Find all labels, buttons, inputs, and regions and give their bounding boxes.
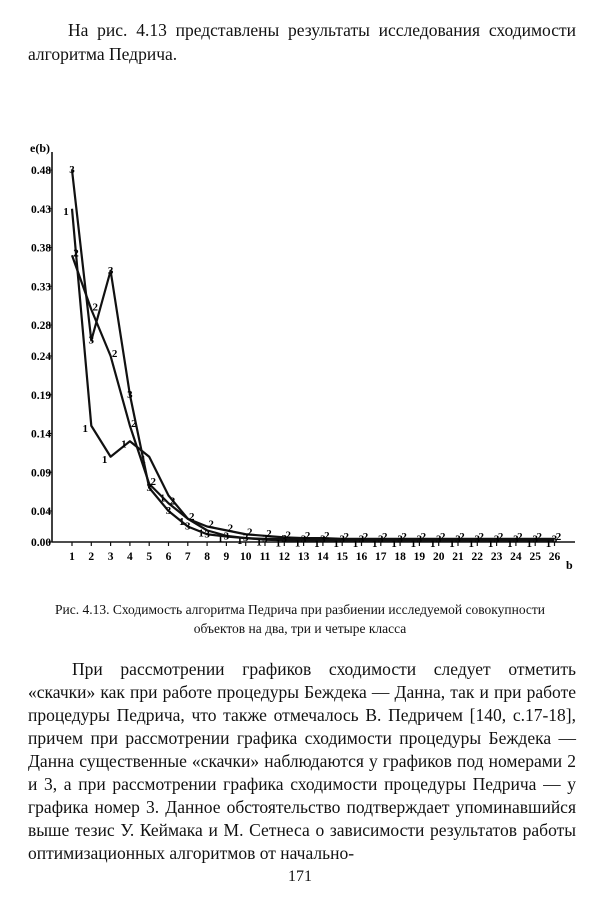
series-2-point: 2 [92,301,99,314]
series-1-point: 1 [121,438,127,451]
series-1-point: 1 [410,538,417,551]
series-1-point: 1 [468,538,475,551]
series-3-point: 3 [339,533,345,546]
y-tick-label: 0.04 [31,506,52,518]
y-tick-label: 0.38 [31,242,52,255]
series-1-point: 1 [429,538,436,551]
series-2-point: 2 [189,510,195,523]
x-tick-label: 14 [317,551,329,563]
series-3-point: 3 [262,532,268,545]
series-2-line [72,255,555,542]
series-1-point: 1 [275,537,282,550]
series-3-point: 3 [532,533,538,546]
y-tick-label: 0.24 [31,351,52,363]
series-3-point: 3 [397,533,403,546]
x-tick-label: 2 [88,551,95,563]
series-2-point: 2 [169,495,176,508]
series-3-point: 3 [551,533,558,546]
series-3-point: 3 [358,533,365,546]
x-tick-label: 13 [297,551,310,563]
series-3-point: 3 [300,533,307,546]
x-tick-label: 8 [204,551,210,563]
series-3-point: 3 [185,520,191,533]
series-2-point: 2 [131,417,137,430]
series-2-point: 2 [285,529,292,542]
y-tick-label: 0.19 [31,389,52,402]
series-2-point: 2 [266,527,272,540]
series-2-point: 2 [208,518,214,531]
series-1-point: 1 [507,538,513,551]
x-tick-label: 3 [107,551,114,563]
series-1-point: 1 [217,532,224,545]
series-3-point: 3 [281,532,288,545]
series-1-point: 1 [294,537,301,550]
series-2-point: 2 [73,247,79,260]
chart-svg [0,130,600,590]
x-tick-label: 21 [452,551,464,563]
figure-caption: Рис. 4.13. Сходимость алгоритма Педрича при разбиении исследуемой совокупности объектов на два, три и четыре класса [54,602,546,636]
x-tick-label: 23 [490,551,503,563]
series-1-point: 1 [179,515,185,528]
x-tick-label: 20 [432,551,445,563]
series-1-point: 1 [236,535,243,548]
x-tick-label: 5 [146,551,153,563]
series-1-point: 1 [487,538,494,551]
series-3-point: 3 [88,334,95,347]
x-tick-label: 9 [223,551,230,563]
series-1-line [72,209,555,541]
page-number: 171 [288,868,312,885]
series-1-point: 1 [63,205,69,218]
series-2-point: 2 [304,530,311,543]
series-1-point: 1 [391,538,397,551]
series-2-point: 2 [420,530,427,543]
y-axis-label: e(b) [30,141,50,155]
series-3-point: 3 [242,532,249,545]
series-1-point: 1 [333,538,339,551]
series-2-point: 2 [517,530,523,543]
x-tick-label: 15 [336,551,348,563]
series-3-point: 3 [223,530,230,543]
body-paragraph: При рассмотрении графиков сходимости следует отметить «скачки» как при работе процедуры Беждека — Данна, так и при работе процедуры Педрича, что также отмечалось В. Педричем [140, с.17-18], причем при рассмотрении графика сходимости процедуры Беждека — Данна существенные «скачки» наблюдаются у графиков под номерами 2 и 3, а при рассмотрении графика сходимости процедуры Педрича — у графика номер 3. Данное обстоятельство подтверждает упоминавшийся выше тезис У. Кеймака и М. Сетнеса о зависимости результатов работы оптимизационных алгоритмов от начально- [28,659,576,863]
x-tick-label: 18 [394,551,406,563]
x-tick-label: 12 [278,551,291,563]
series-1-point: 1 [82,422,89,435]
x-tick-label: 19 [413,551,426,563]
series-1-point: 1 [198,527,204,540]
x-tick-label: 25 [529,551,541,563]
x-tick-label: 17 [375,551,387,563]
x-tick-label: 10 [239,551,252,563]
series-2-point: 2 [343,530,349,543]
series-1-point: 1 [372,538,378,551]
series-2-point: 2 [497,530,504,543]
series-1-point: 1 [526,538,532,551]
series-3-point: 3 [165,505,172,517]
x-tick-label: 16 [355,551,368,563]
series-1-point: 1 [449,538,455,551]
x-tick-label: 7 [184,551,191,563]
intro-paragraph: На рис. 4.13 представлены результаты исследования сходимости алгоритма Педрича. [28,20,576,64]
x-tick-label: 1 [69,551,75,563]
y-tick-label: 0.33 [31,281,52,294]
x-tick-label: 6 [165,551,172,563]
series-2-point: 2 [536,530,542,543]
y-tick-label: 0.28 [31,320,52,332]
series-2-point: 2 [150,475,156,488]
series-2-point: 2 [401,530,407,543]
series-2-point: 2 [478,530,485,543]
x-axis-label: b [566,558,573,572]
y-tick-label: 0.48 [31,165,52,177]
series-3-point: 3 [146,481,152,494]
x-tick-label: 11 [259,551,271,563]
x-tick-label: 26 [548,551,561,563]
series-3-point: 3 [107,264,114,277]
series-1-point: 1 [545,538,552,551]
series-1-point: 1 [352,538,359,551]
series-3-point: 3 [513,533,519,546]
series-3-point: 3 [455,533,461,546]
convergence-chart [0,130,600,590]
series-1-point: 1 [314,538,320,551]
y-tick-label: 0.00 [31,537,52,549]
series-2-point: 2 [227,522,234,535]
series-2-point: 2 [362,530,369,543]
series-3-point: 3 [416,533,423,546]
series-2-point: 2 [246,526,253,539]
series-1-point: 1 [256,536,262,549]
series-1-point: 1 [140,453,146,466]
series-3-point: 3 [320,533,326,546]
series-2-point: 2 [382,530,388,543]
y-tick-label: 0.09 [31,467,52,480]
y-tick-label: 0.43 [31,203,52,216]
x-tick-label: 24 [510,551,522,563]
series-3-point: 3 [493,533,500,546]
series-2-point: 2 [555,530,562,543]
series-3-point: 3 [204,528,210,541]
series-3-point: 3 [127,388,133,401]
series-3-point: 3 [378,533,384,546]
x-tick-label: 22 [471,551,484,563]
series-2-point: 2 [439,530,446,543]
series-2-point: 2 [459,530,465,543]
series-3-point: 3 [474,533,481,546]
y-tick-label: 0.14 [31,428,52,441]
series-3-point: 3 [435,533,442,546]
series-2-point: 2 [111,348,118,360]
series-3-line [72,170,555,543]
x-tick-label: 4 [127,551,133,563]
series-1-point: 1 [101,453,108,466]
series-3-point: 3 [69,164,75,176]
series-2-point: 2 [324,530,330,543]
series-1-point: 1 [159,492,166,505]
